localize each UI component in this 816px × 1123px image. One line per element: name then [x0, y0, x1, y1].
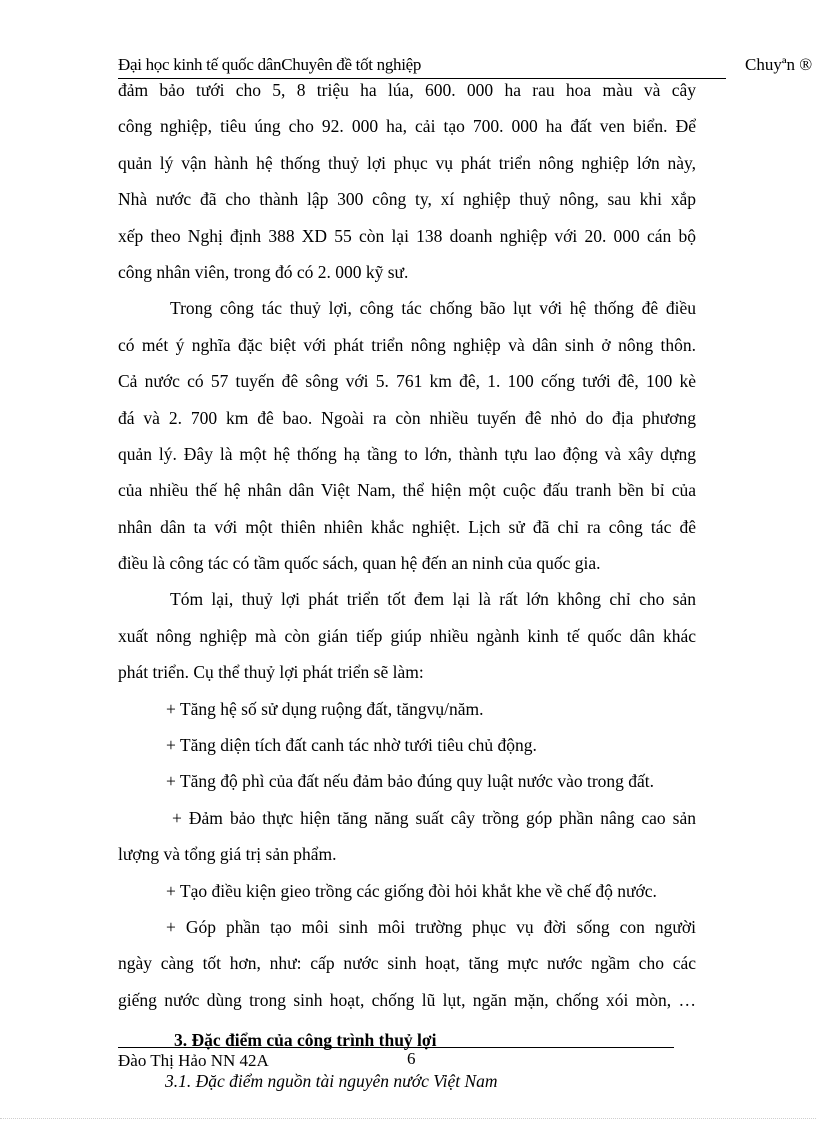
body-line: Nhà nước đã cho thành lập 300 công ty, xí nghiệp thuỷ nông, sau khi xắp	[118, 189, 696, 210]
body-line: giếng nước dùng trong sinh hoạt, chống lũ lụt, ngăn mặn, chống xói mòn, …	[118, 989, 696, 1010]
header-title: Đại học kinh tế quốc dânChuyên đề tốt nghiệp	[118, 55, 422, 74]
body-line: có mét ý nghĩa đặc biệt với phát triển nông nghiệp và dân sinh ở nông thôn.	[118, 334, 696, 355]
body-line: xếp theo Nghị định 388 XD 55 còn lại 138 doanh nghiệp với 20. 000 cán bộ	[118, 225, 696, 246]
page-bottom-border	[0, 1118, 816, 1119]
subsection-heading: 3.1. Đặc điểm nguồn tài nguyên nước Việt Nam	[165, 1070, 498, 1091]
list-item: + Tăng diện tích đất canh tác nhờ tưới tiêu chủ động.	[166, 735, 537, 756]
section-heading: 3. Đặc điểm của công trình thuỷ lợi	[174, 1030, 437, 1051]
body-line: nhân dân ta với một thiên nhiên khắc nghiệt. Lịch sử đã chỉ ra công tác đê	[118, 516, 696, 537]
body-line: công nghiệp, tiêu úng cho 92. 000 ha, cải tạo 700. 000 ha đất ven biển. Để	[118, 116, 696, 137]
body-line: Tóm lại, thuỷ lợi phát triển tốt đem lại là rất lớn không chỉ cho sản	[170, 589, 696, 610]
footer-author: Đào Thị Hảo NN 42A	[118, 1051, 269, 1070]
body-line: Trong công tác thuỷ lợi, công tác chống bão lụt với hệ thống đê điều	[170, 298, 696, 319]
list-item: + Góp phần tạo môi sinh môi trường phục vụ đời sống con người	[166, 916, 696, 937]
body-line: quản lý. Đây là một hệ thống hạ tầng to lớn, thành tựu lao động và xây dựng	[118, 443, 696, 464]
body-line: đá và 2. 700 km đê bao. Ngoài ra còn nhiều tuyến đê nhỏ do địa phương	[118, 407, 696, 428]
body-line: của nhiều thế hệ nhân dân Việt Nam, thể hiện một cuộc đấu tranh bền bỉ của	[118, 480, 696, 501]
body-line: ngày càng tốt hơn, như: cấp nước sinh hoạt, tăng mực nước ngầm cho các	[118, 953, 696, 974]
list-item: + Đảm bảo thực hiện tăng năng suất cây trồng góp phần nâng cao sản	[172, 807, 696, 828]
body-line: lượng và tổng giá trị sản phẩm.	[118, 844, 337, 865]
footer-rule	[118, 1047, 674, 1048]
list-item: + Tạo điều kiện gieo trồng các giống đòi hỏi khắt khe về chế độ nước.	[166, 880, 657, 901]
body-line: đảm bảo tưới cho 5, 8 triệu ha lúa, 600. 000 ha rau hoa màu và cây	[118, 80, 696, 100]
page-number: 6	[407, 1049, 416, 1068]
list-item: + Tăng độ phì của đất nếu đảm bảo đúng quy luật nước vào trong đất.	[166, 771, 655, 792]
body-line: công nhân viên, trong đó có 2. 000 kỹ sư.	[118, 261, 409, 282]
body-line: quản lý vận hành hệ thống thuỷ lợi phục vụ phát triển nông nghiệp lớn này,	[118, 152, 696, 173]
body-line: phát triển. Cụ thể thuỷ lợi phát triển sẽ làm:	[118, 662, 424, 683]
body-line: Cả nước có 57 tuyến đê sông với 5. 761 km đê, 1. 100 cống tưới đê, 100 kè	[118, 371, 696, 392]
body-text	[118, 72, 696, 1099]
body-line: xuất nông nghiệp mà còn gián tiếp giúp nhiều ngành kinh tế quốc dân khác	[118, 625, 696, 646]
body-line: điều là công tác có tầm quốc sách, quan hệ đến an ninh của quốc gia.	[118, 553, 601, 574]
list-item: + Tăng hệ số sử dụng ruộng đất, tăngvụ/năm.	[166, 698, 484, 719]
header-right-text: Chuyªn ®	[745, 55, 813, 74]
